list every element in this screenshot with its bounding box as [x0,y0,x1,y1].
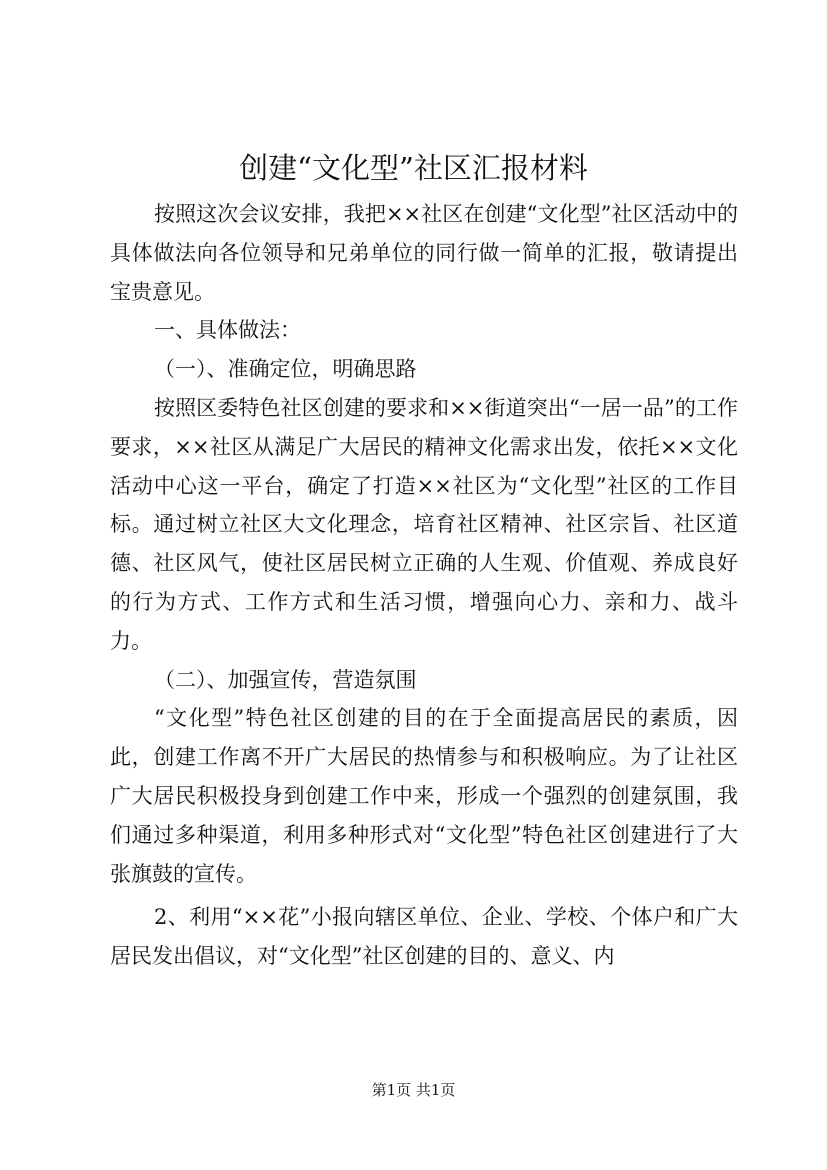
section-heading-practices: 一、具体做法： [154,318,301,343]
paragraph-positioning: 按照区委特色社区创建的要求和××街道突出“一居一品”的工作要求，××社区从满足广大居民的精神文化需求出发，依托××文化活动中心这一平台，确定了打造××社区为“文化型”社区的工作目标。通过树立社区大文化理念，培育社区精神、社区宗旨、社区道德、社区风气，使社区居民树立正确的人生观、价值观、养成良好的行为方式、工作方式和生活习惯，增强向心力、亲和力、战斗力。 [110,395,738,653]
intro-paragraph: 按照这次会议安排，我把××社区在创建“文化型”社区活动中的具体做法向各位领导和兄弟单位的同行做一简单的汇报，敬请提出宝贵意见。 [110,202,738,304]
paragraph-item-2: 2、利用“××花”小报向辖区单位、企业、学校、个体户和广大居民发出倡议，对“文化型”社区创建的目的、意义、内 [110,905,738,969]
page-footer: 第1页 共1页 [371,1081,456,1099]
document-body [110,195,738,976]
paragraph-publicity: “文化型”特色社区创建的目的在于全面提高居民的素质，因此，创建工作离不开广大居民的热情参与和积极响应。为了让社区广大居民积极投身到创建工作中来，形成一个强烈的创建氛围，我们通过多种渠道，利用多种形式对“文化型”特色社区创建进行了大张旗鼓的宣传。 [110,706,738,886]
subsection-heading-1: （一）、准确定位，明确思路 [154,357,417,382]
document-title: 创建“文化型”社区汇报材料 [239,151,588,185]
subsection-heading-2: （二）、加强宣传，营造氛围 [154,667,417,692]
